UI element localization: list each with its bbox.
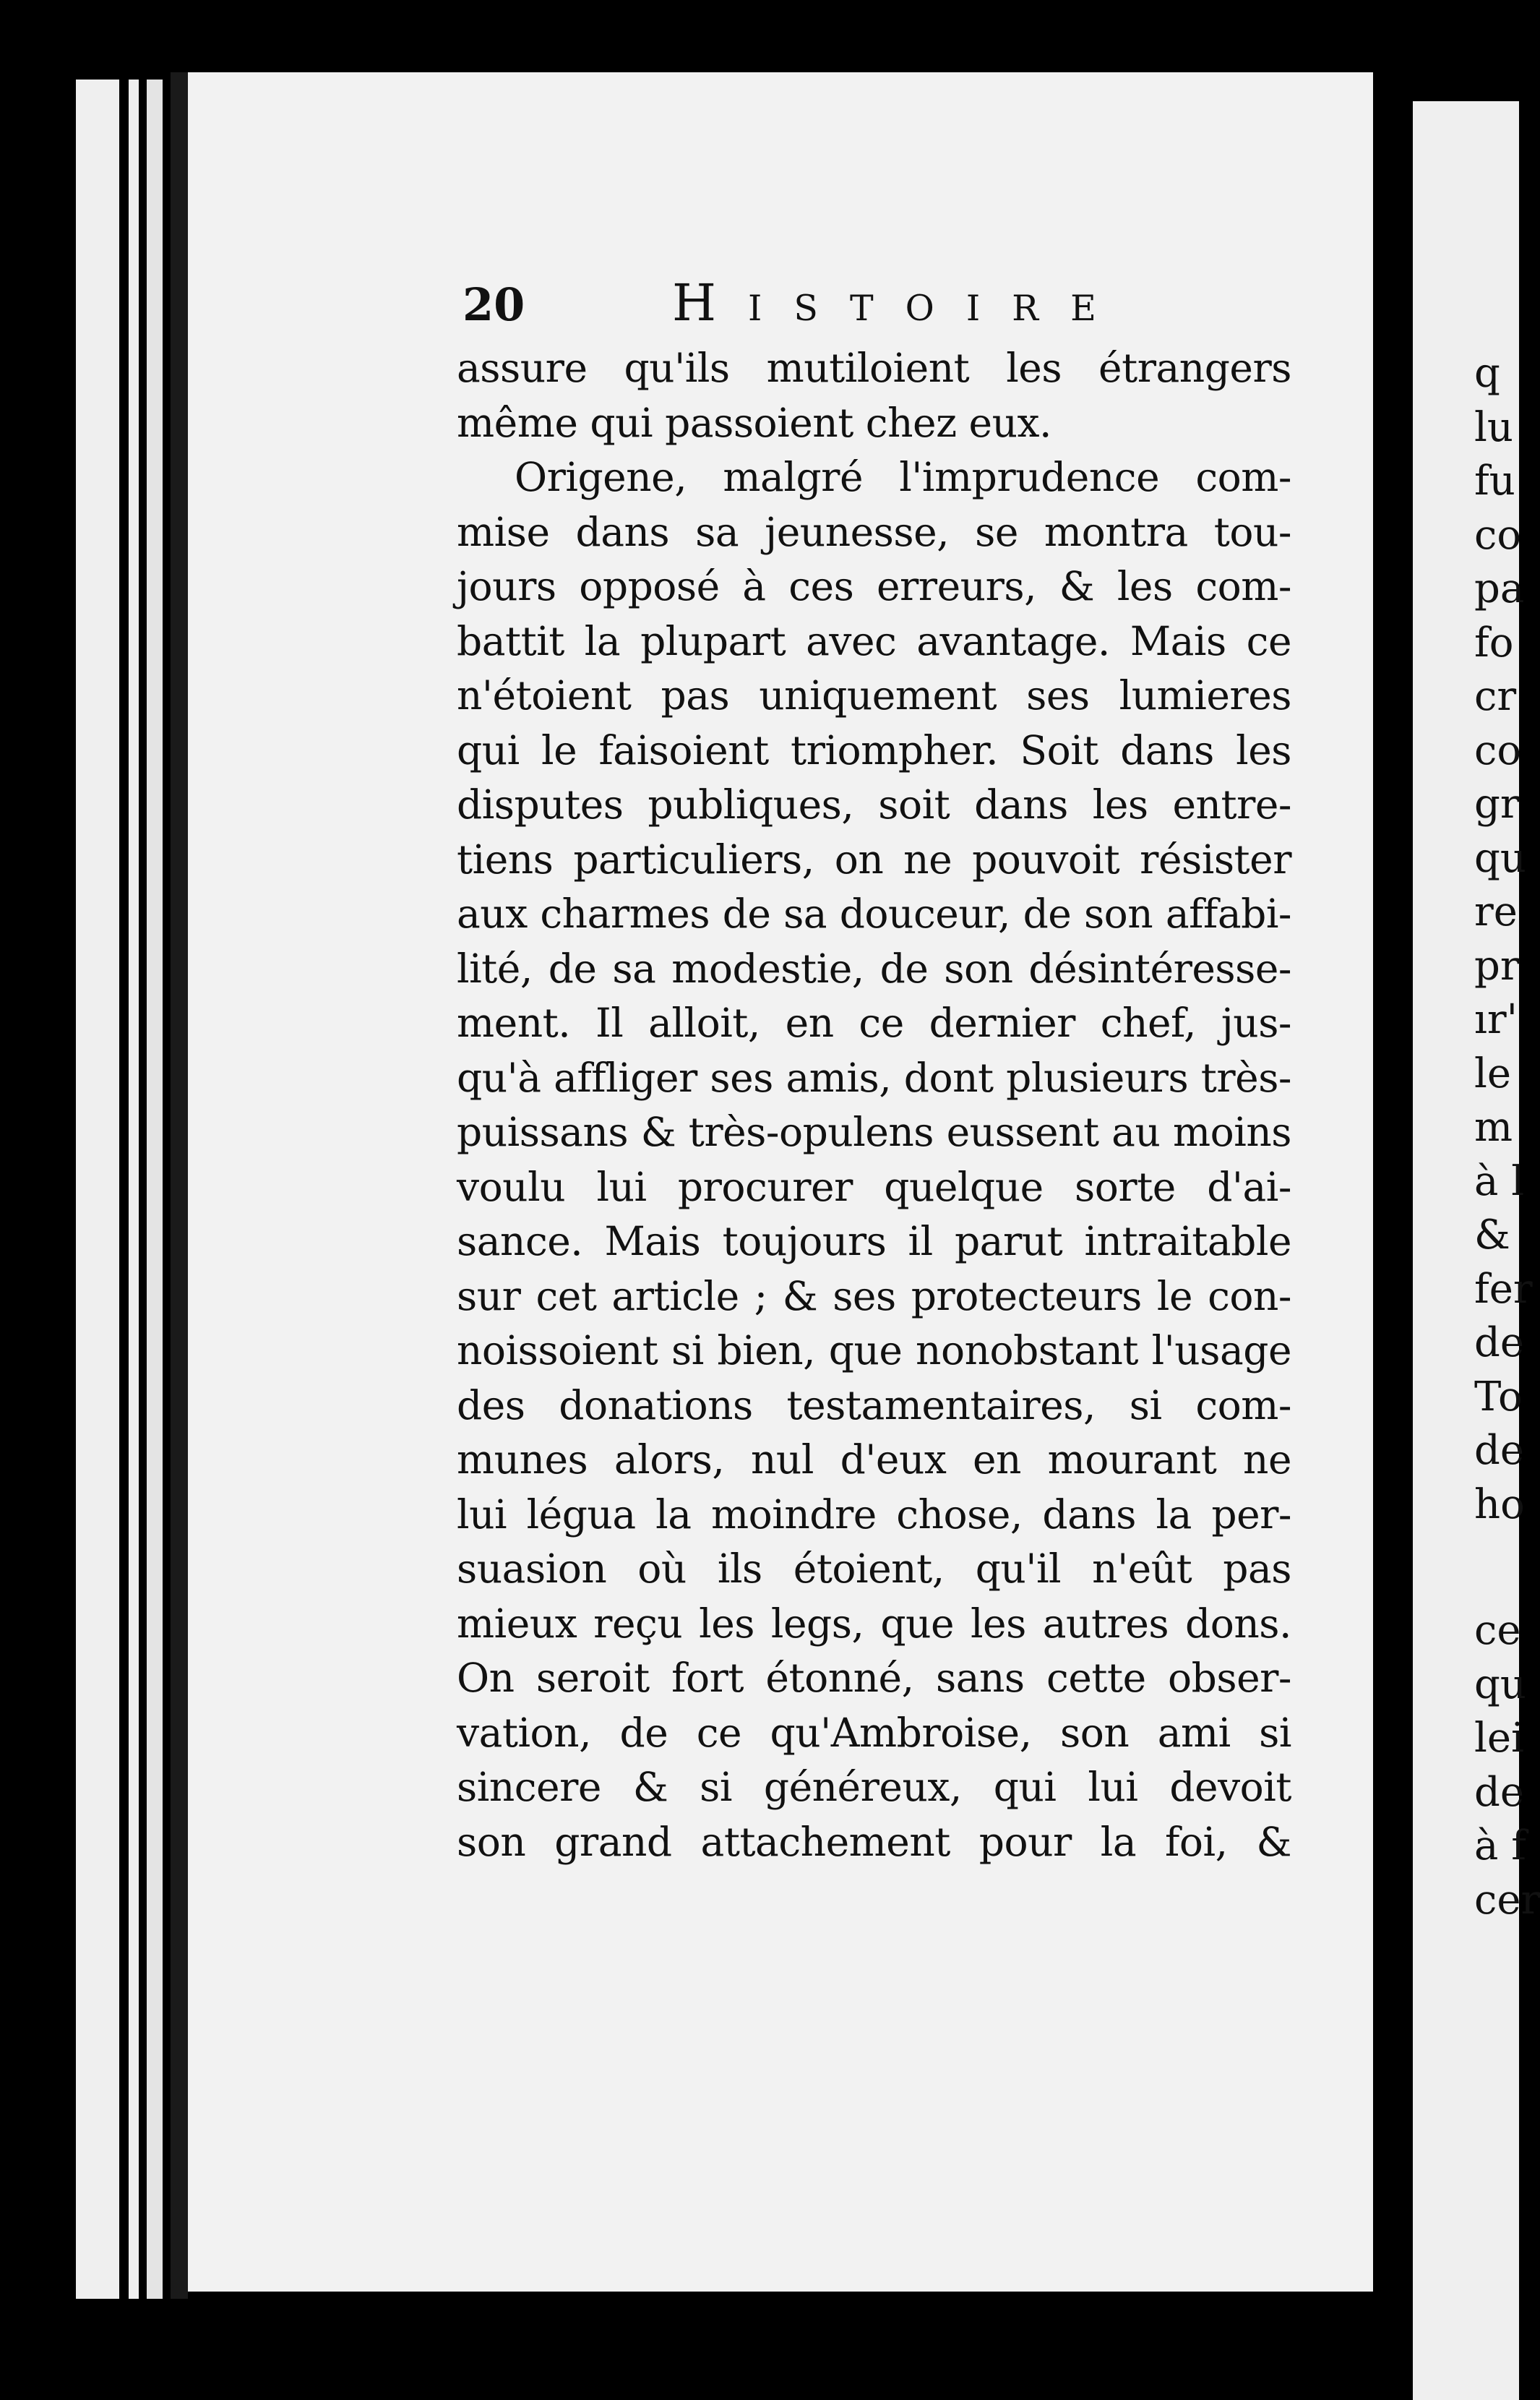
text-line: sur cet article ; & ses protecteurs le con- (457, 1272, 1291, 1319)
text-line: lité, de sa modestie, de son désintéresse- (457, 945, 1291, 992)
text-line: noissoient si bien, que nonobstant l'usage (457, 1327, 1291, 1373)
text-line: aux charmes de sa douceur, de son affabi- (457, 891, 1291, 937)
text-line: munes alors, nul d'eux en mourant ne (457, 1436, 1291, 1483)
facing-fragment: fer (1474, 1265, 1533, 1313)
text-line: lui légua la moindre chose, dans la per- (457, 1491, 1291, 1538)
text-line: On seroit fort étonné, sans cette obser- (457, 1655, 1291, 1701)
facing-fragment: m (1474, 1104, 1513, 1151)
text-line: tiens particuliers, on ne pouvoit résister (457, 836, 1291, 883)
facing-fragment: cer (1474, 1876, 1540, 1924)
facing-fragment: q (1474, 350, 1500, 397)
text-line: voulu lui procurer quelque sorte d'ai- (457, 1163, 1291, 1210)
facing-fragment: & (1474, 1212, 1510, 1259)
text-line: battit la plupart avec avantage. Mais ce (457, 617, 1291, 664)
facing-fragment: ır' (1474, 996, 1518, 1043)
facing-fragment: à f (1474, 1822, 1526, 1869)
facing-fragment: pa (1474, 565, 1525, 612)
text-line: Origene, malgré l'imprudence com- (515, 454, 1291, 500)
text-line: jours opposé à ces erreurs, & les com- (457, 563, 1291, 609)
facing-fragment: co (1474, 727, 1522, 774)
text-line: puissans & très-opulens eussent au moins (457, 1109, 1291, 1155)
facing-fragment: à l (1474, 1157, 1525, 1205)
text-line: disputes publiques, soit dans les entre- (457, 781, 1291, 828)
text-line: mise dans sa jeunesse, se montra tou- (457, 508, 1291, 555)
body-text (457, 341, 1291, 1869)
facing-fragment: de (1474, 1768, 1524, 1816)
text-line: des donations testamentaires, si com- (457, 1381, 1291, 1428)
facing-fragment: To (1474, 1373, 1523, 1420)
text-line: mieux reçu les legs, que les autres dons. (457, 1600, 1291, 1647)
page-number: 20 (463, 278, 525, 331)
facing-fragment: lei (1474, 1715, 1524, 1762)
text-line: même qui passoient chez eux. (457, 399, 1052, 446)
facing-page-text (1474, 347, 1540, 1927)
facing-fragment: lu (1474, 403, 1513, 451)
binding-shadow (171, 72, 188, 2299)
facing-fragment: fu (1474, 458, 1515, 505)
text-line: qu'à affliger ses amis, dont plusieurs très- (457, 1054, 1291, 1101)
facing-fragment: pr (1474, 942, 1520, 990)
text-line: son grand attachement pour la foi, & (457, 1818, 1291, 1865)
text-line: assure qu'ils mutiloient les étrangers (457, 345, 1291, 391)
running-title: Histoire (672, 273, 1128, 333)
text-line: sance. Mais toujours il parut intraitable (457, 1218, 1291, 1264)
text-line: n'étoient pas uniquement ses lumieres (457, 672, 1291, 719)
facing-fragment: re (1474, 888, 1518, 935)
facing-gap (1474, 1532, 1540, 1604)
facing-fragment: qu (1474, 1660, 1526, 1708)
page-edge-strip (76, 80, 119, 2299)
text-line: vation, de ce qu'Ambroise, son ami si (457, 1709, 1291, 1756)
text-line: suasion où ils étoient, qu'il n'eût pas (457, 1546, 1291, 1592)
facing-fragment: qu (1474, 834, 1526, 882)
text-line: ment. Il alloit, en ce dernier chef, jus- (457, 1000, 1291, 1046)
text-line: sincere & si généreux, qui lui devoit (457, 1764, 1291, 1810)
facing-fragment: ce (1474, 1607, 1521, 1654)
page-edge-strip (147, 80, 163, 2299)
facing-fragment: fo (1474, 619, 1514, 667)
page-edge-strip (129, 80, 139, 2299)
facing-fragment: de (1474, 1319, 1524, 1366)
facing-fragment: ho (1474, 1480, 1525, 1528)
facing-fragment: cr (1474, 673, 1517, 720)
facing-fragment: de (1474, 1427, 1524, 1474)
text-line: qui le faisoient triompher. Soit dans les (457, 727, 1291, 773)
facing-fragment: le (1474, 1050, 1512, 1097)
facing-fragment: gr (1474, 781, 1520, 828)
facing-fragment: co (1474, 511, 1522, 559)
